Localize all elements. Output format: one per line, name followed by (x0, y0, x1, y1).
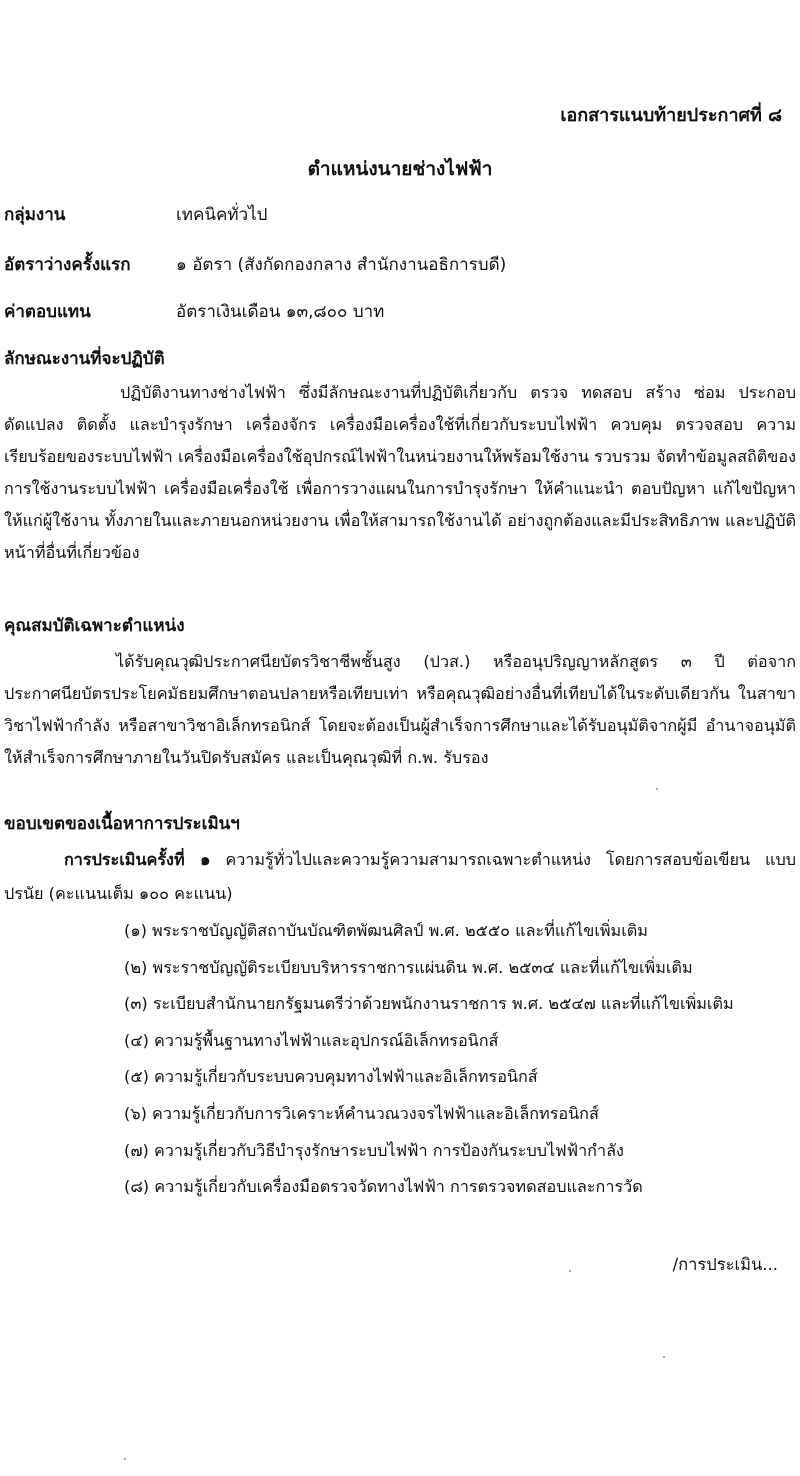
pay-value: อัตราเงินเดือน ๑๓,๘๐๐ บาท (176, 302, 385, 322)
list-item: (๔) ความรู้พื้นฐานทางไฟฟ้าและอุปกรณ์อิเล็กทรอนิกส์ (124, 1030, 499, 1050)
assessment-round-1 (4, 843, 796, 911)
vacancy-value: ๑ อัตรา (สังกัดกองกลาง สำนักงานอธิการบดี) (176, 255, 507, 275)
scope-heading: ขอบเขตของเนื้อหาการประเมินฯ (4, 814, 240, 834)
group-label: กลุ่มงาน (4, 205, 66, 225)
assessment-round-text: ความรู้ทั่วไปและความรู้ความสามารถเฉพาะตำแหน่ง โดยการสอบข้อเขียน แบบปรนัย (คะแนนเต็ม ๑๐๐ คะแนน) (4, 850, 796, 903)
qualification-heading: คุณสมบัติเฉพาะตำแหน่ง (4, 616, 185, 636)
group-value: เทคนิคทั่วไป (176, 205, 268, 225)
position-title: ตำแหน่งนายช่างไฟฟ้า (307, 158, 493, 180)
vacancy-label: อัตราว่างครั้งแรก (4, 255, 131, 275)
list-item: (๑) พระราชบัญญัติสถาบันบัณฑิตพัฒนศิลป์ พ.ศ. ๒๕๕๐ และที่แก้ไขเพิ่มเติม (124, 921, 648, 940)
scan-speck (124, 1458, 126, 1460)
scan-speck (569, 1270, 571, 1272)
list-item: (๓) ระเบียบสำนักนายกรัฐมนตรีว่าด้วยพนักงานราชการ พ.ศ. ๒๕๔๗ และที่แก้ไขเพิ่มเติม (124, 994, 734, 1014)
assessment-round-label: การประเมินครั้งที่ ๑ (64, 850, 211, 869)
list-item: (๗) ความรู้เกี่ยวกับวิธีบำรุงรักษาระบบไฟฟ้า การป้องกันระบบไฟฟ้ากำลัง (124, 1140, 624, 1160)
scan-speck (663, 1356, 665, 1358)
assessment-topic-list (124, 913, 734, 1206)
qualification-text: ได้รับคุณวุฒิประกาศนียบัตรวิชาชีพชั้นสูง (ปวส.) หรืออนุปริญญาหลักสูตร ๓ ปี ต่อจาก ประกาศนียบัตรประโยคมัธยมศึกษาตอนปลายหรือเทียบเท่า หรือคุณวุฒิอย่างอื่นที่เทียบได้ในระดับเดียวกัน ในสาขาวิชาไฟฟ้ากำลัง หรือสาขาวิชาอิเล็กทรอนิกส์ โดยจะต้องเป็นผู้สำเร็จการศึกษาและได้รับอนุมัติจากผู้มี อำนาจอนุมัติให้สำเร็จการศึกษาภายในวันปิดรับสมัคร และเป็นคุณวุฒิที่ ก.พ. รับรอง (4, 652, 796, 767)
list-item: (๖) ความรู้เกี่ยวกับการวิเคราะห์คำนวณวงจรไฟฟ้าและอิเล็กทรอนิกส์ (124, 1103, 599, 1123)
job-heading: ลักษณะงานที่จะปฏิบัติ (4, 349, 165, 369)
list-item: (๘) ความรู้เกี่ยวกับเครื่องมือตรวจวัดทางไฟฟ้า การตรวจทดสอบและการวัด (124, 1177, 643, 1197)
document-reference: เอกสารแนบท้ายประกาศที่ ๘ (560, 105, 782, 126)
job-description: ปฏิบัติงานทางช่างไฟฟ้า ซึ่งมีลักษณะงานที่ปฏิบัติเกี่ยวกับ ตรวจ ทดสอบ สร้าง ซ่อม ประกอบ ดัดแปลง ติดตั้ง และบำรุงรักษา เครื่องจักร เครื่องมือเครื่องใช้ที่เกี่ยวกับระบบไฟฟ้า ควบคุม ตรวจสอบ ความเรียบร้อยของระบบไฟฟ้า เครื่องมือเครื่องใช้อุปกรณ์ไฟฟ้าในหน่วยงานให้พร้อมใช้งาน รวบรวม จัดทำข้อมูลสถิติของการใช้งานระบบไฟฟ้า เครื่องมือเครื่องใช้ เพื่อการวางแผนในการบำรุงรักษา ให้คำแนะนำ ตอบปัญหา แก้ไขปัญหาให้แก่ผู้ใช้งาน ทั้งภายในและภายนอกหน่วยงาน เพื่อให้สามารถใช้งานได้ อย่างถูกต้องและมีประสิทธิภาพ และปฏิบัติหน้าที่อื่นที่เกี่ยวข้อง (4, 383, 796, 562)
list-item: (๕) ความรู้เกี่ยวกับระบบควบคุมทางไฟฟ้าและอิเล็กทรอนิกส์ (124, 1067, 538, 1087)
list-item: (๒) พระราชบัญญัติระเบียบบริหารราชการแผ่นดิน พ.ศ. ๒๕๓๔ และที่แก้ไขเพิ่มเติม (124, 957, 693, 977)
scan-speck (656, 788, 658, 790)
page-continuation: /การประเมิน... (672, 1255, 778, 1274)
pay-label: ค่าตอบแทน (4, 302, 91, 322)
